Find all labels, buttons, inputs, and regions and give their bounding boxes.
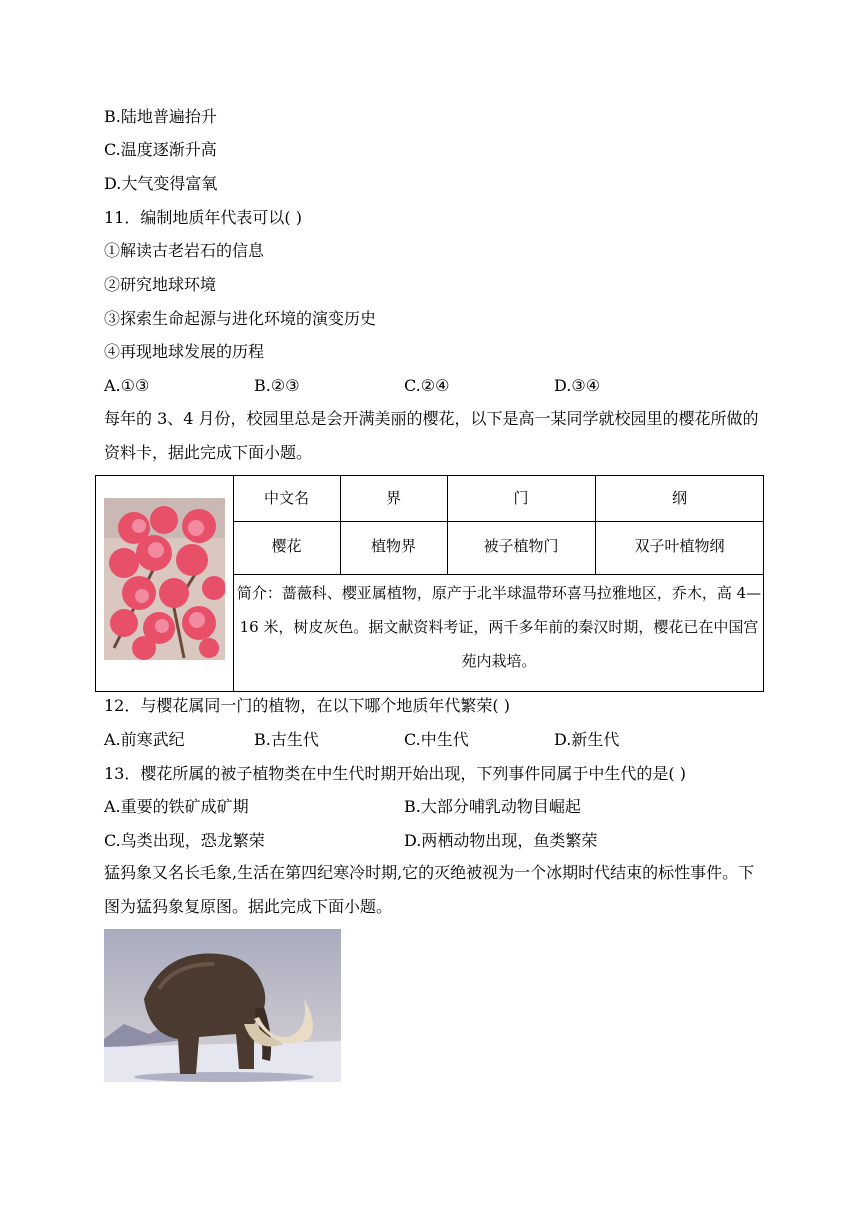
q11-option-b: B.②③ [254,376,300,395]
card-header-class: 纲 [671,489,687,507]
q11-item-2: ②研究地球环境 [104,275,217,294]
card-header-phylum: 门 [513,489,529,507]
card-value-phylum: 被子植物门 [483,537,559,555]
q13-stem: 13．樱花所属的被子植物类在中生代时期开始出现，下列事件同属于中生代的是( ) [104,764,686,783]
q11-option-d: D.③④ [554,376,601,395]
q12-stem: 12．与樱花属同一门的植物，在以下哪个地质年代繁荣( ) [104,696,510,715]
card-header-name: 中文名 [263,489,309,507]
q13-option-a: A.重要的铁矿成矿期 [104,797,249,816]
q13-option-c: C.鸟类出现，恐龙繁荣 [104,831,265,850]
cherry-passage: 每年的 3、4 月份，校园里总是会开满美丽的樱花，以下是高一某同学就校园里的樱花所做的资料卡，据此完成下面小题。 [104,409,759,462]
mammoth-passage: 猛犸象又名长毛象,生活在第四纪寒冷时期,它的灭绝被视为一个冰期时代结束的标性事件。下图为猛犸象复原图。据此完成下面小题。 [104,863,755,916]
q11-stem: 11．编制地质年代表可以( ) [104,208,302,227]
q10-option-b: B.陆地普遍抬升 [104,107,217,126]
q11-option-c: C.②④ [404,376,450,395]
q11-item-4: ④再现地球发展的历程 [104,342,265,361]
q10-option-d: D.大气变得富氧 [104,174,218,193]
q10-option-c: C.温度逐渐升高 [104,140,217,159]
card-intro: 简介：蔷薇科、樱亚属植物，原产于北半球温带环喜马拉雅地区，乔木，高 4—16 米，树皮灰色。据文献资料考证，两千多年前的秦汉时期，樱花已在中国宫苑内栽培。 [236,584,762,670]
q12-option-c: C.中生代 [404,730,469,749]
cherry-data-card [95,475,764,692]
q13-option-b: B.大部分哺乳动物目崛起 [404,797,581,816]
card-value-kingdom: 植物界 [370,537,416,555]
q12-option-b: B.古生代 [254,730,319,749]
q11-item-1: ①解读古老岩石的信息 [104,241,265,260]
q13-option-d: D.两栖动物出现，鱼类繁荣 [404,831,598,850]
q11-item-3: ③探索生命起源与进化环境的演变历史 [104,309,377,328]
q12-option-d: D.新生代 [554,730,620,749]
mammoth-image [104,929,341,1082]
card-value-class: 双子叶植物纲 [634,537,725,555]
card-value-name: 樱花 [271,537,302,555]
q11-option-a: A.①③ [104,376,150,395]
q12-option-a: A.前寒武纪 [104,730,185,749]
card-header-kingdom: 界 [385,489,401,507]
cherry-blossom-photo [104,498,225,660]
